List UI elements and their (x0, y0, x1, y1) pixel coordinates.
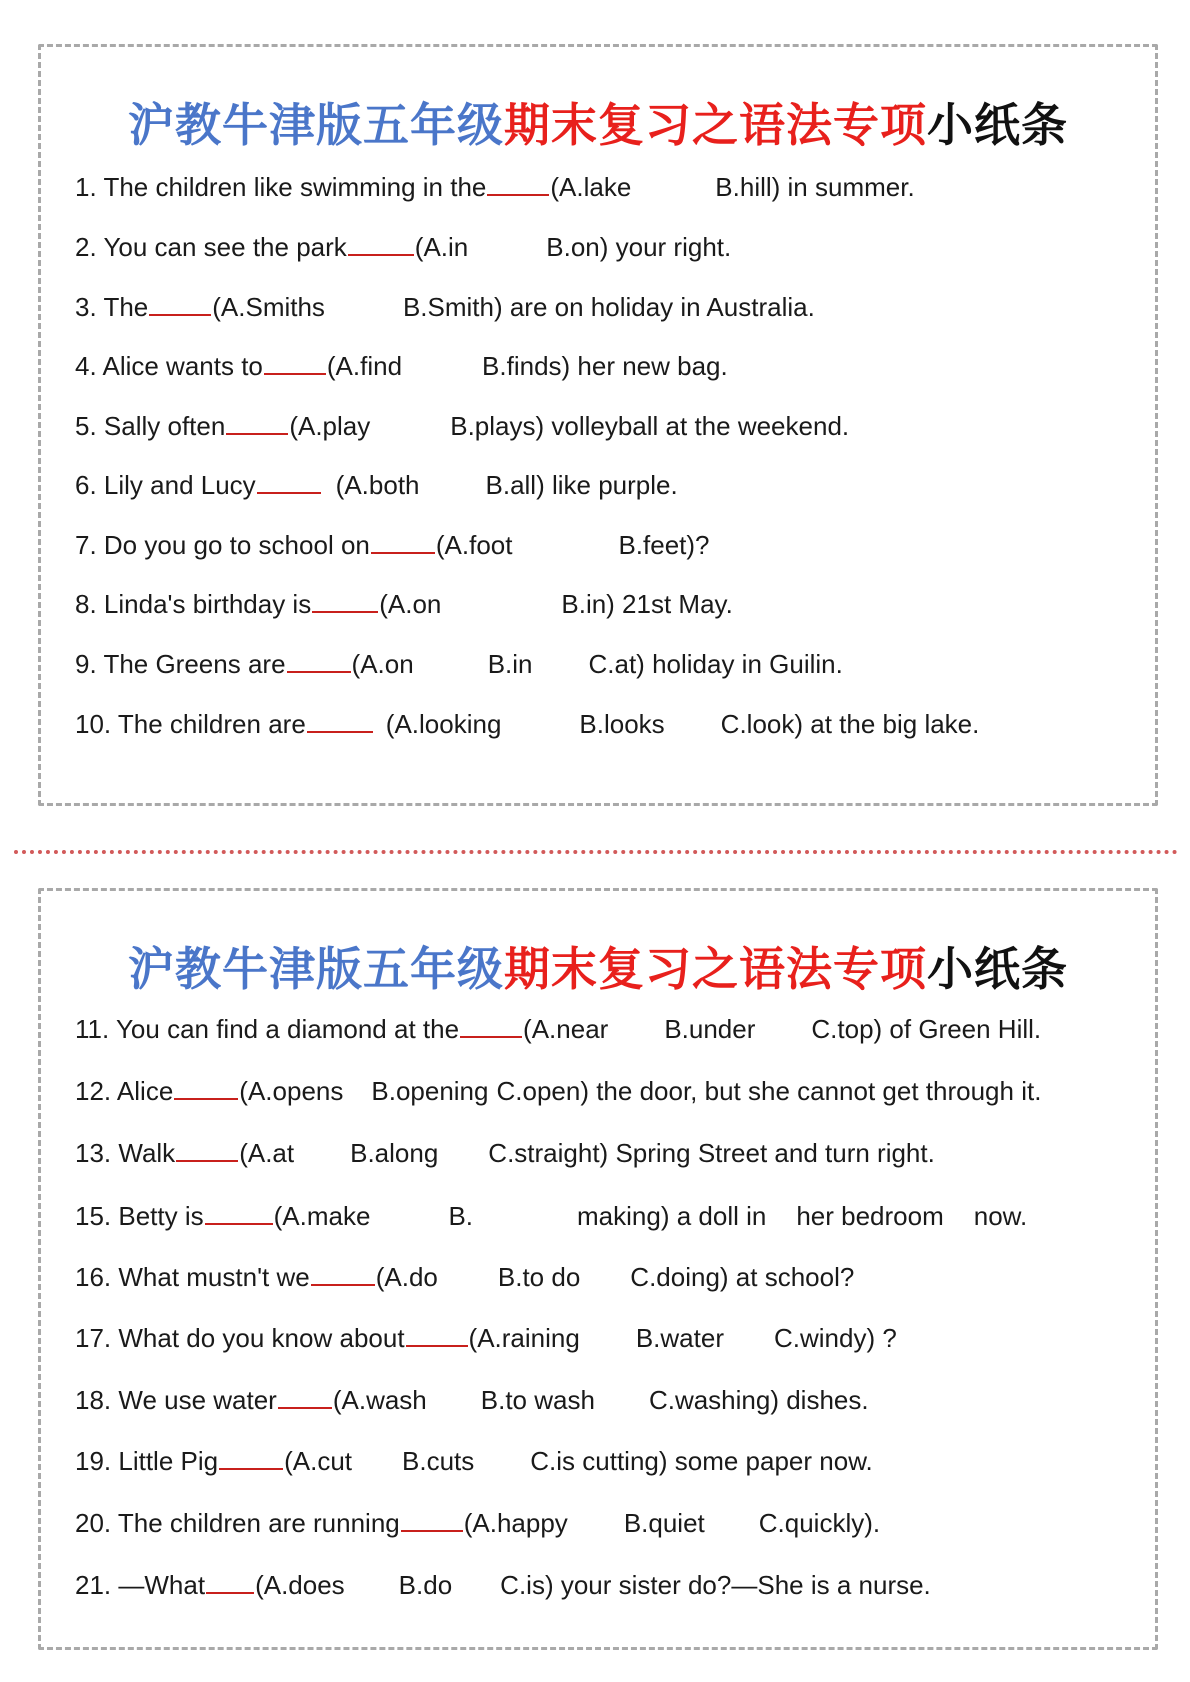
question-9 (75, 648, 843, 680)
answer-blank[interactable] (174, 1076, 238, 1100)
option-b: B.cuts (402, 1446, 475, 1476)
option-a: (A.looking (385, 709, 502, 739)
answer-blank[interactable] (406, 1323, 468, 1347)
question-10 (75, 708, 979, 740)
cut-line-separator (14, 850, 1178, 854)
option-a: (A.wash (332, 1385, 427, 1415)
option-a: (A.find (326, 351, 403, 381)
title-part-blue: 沪教牛津版五年级 (128, 98, 504, 152)
title-part-black: 小纸条 (927, 98, 1068, 152)
option-b: B.feet)? (618, 530, 710, 560)
question-7 (75, 529, 710, 561)
option-b: B.under (664, 1014, 756, 1044)
answer-blank[interactable] (401, 1508, 463, 1532)
question-21 (75, 1569, 931, 1601)
answer-blank[interactable] (205, 1201, 273, 1225)
question-stem: 9. The Greens are (75, 649, 286, 679)
answer-blank[interactable] (278, 1385, 332, 1409)
question-3 (75, 291, 815, 323)
question-stem: 5. Sally often (75, 411, 226, 441)
option-c: C.washing) dishes. (648, 1385, 869, 1415)
question-6 (75, 469, 678, 501)
answer-blank[interactable] (487, 172, 549, 196)
question-stem: 11. You can find a diamond at the (75, 1014, 460, 1044)
option-a: (A.cut (284, 1446, 353, 1476)
answer-blank[interactable] (257, 470, 321, 494)
option-a: (A.both (335, 470, 420, 500)
option-c: C.straight) Spring Street and turn right. (488, 1138, 935, 1168)
option-a: (A.make (273, 1201, 371, 1231)
question-20 (75, 1507, 880, 1539)
title-part-red: 期末复习之语法专项 (504, 98, 927, 152)
question-17 (75, 1322, 897, 1354)
option-a: (A.happy (463, 1508, 568, 1538)
option-a: (A.does (255, 1570, 345, 1600)
option-a: (A.play (289, 411, 371, 441)
option-b: B.in) 21st May. (561, 589, 733, 619)
question-8 (75, 588, 733, 620)
answer-blank[interactable] (176, 1138, 238, 1162)
question-stem: 7. Do you go to school on (75, 530, 370, 560)
option-a: (A.in (414, 232, 469, 262)
title-part-red: 期末复习之语法专项 (504, 942, 927, 996)
option-c: C.look) at the big lake. (720, 709, 980, 739)
answer-blank[interactable] (371, 530, 435, 554)
option-a: (A.near (523, 1014, 609, 1044)
answer-blank[interactable] (348, 232, 414, 256)
question-stem: 6. Lily and Lucy (75, 470, 256, 500)
option-a: (A.at (239, 1138, 295, 1168)
question-13 (75, 1137, 935, 1169)
option-b: B.do (398, 1570, 453, 1600)
option-a: (A.opens (239, 1076, 344, 1106)
option-c: C.top) of Green Hill. (811, 1014, 1042, 1044)
option-b: B. (448, 1201, 474, 1231)
question-stem: 2. You can see the park (75, 232, 347, 262)
question-19 (75, 1445, 873, 1477)
answer-blank[interactable] (264, 351, 326, 375)
question-stem: 18. We use water (75, 1385, 277, 1415)
option-b: B.to wash (480, 1385, 595, 1415)
option-b: B.all) like purple. (485, 470, 678, 500)
question-stem: 15. Betty is (75, 1201, 204, 1231)
question-stem: 1. The children like swimming in the (75, 172, 487, 202)
title-part-blue: 沪教牛津版五年级 (128, 942, 504, 996)
option-a: (A.do (375, 1262, 438, 1292)
answer-blank[interactable] (206, 1570, 254, 1594)
question-stem: 20. The children are running (75, 1508, 400, 1538)
answer-blank[interactable] (311, 1262, 375, 1286)
option-d: her bedroom (796, 1201, 944, 1231)
question-stem: 12. Alice (75, 1076, 174, 1106)
question-1 (75, 171, 915, 203)
option-b: B.quiet (623, 1508, 705, 1538)
option-c: C.at) holiday in Guilin. (588, 649, 843, 679)
option-a: (A.foot (435, 530, 513, 560)
option-a: (A.lake (550, 172, 632, 202)
question-2 (75, 231, 731, 263)
option-c: making) a doll in (577, 1201, 767, 1231)
question-16 (75, 1261, 854, 1293)
question-stem: 4. Alice wants to (75, 351, 263, 381)
question-5 (75, 410, 849, 442)
answer-blank[interactable] (460, 1014, 522, 1038)
answer-blank[interactable] (312, 589, 378, 613)
option-b: B.to do (497, 1262, 581, 1292)
question-11 (75, 1013, 1041, 1045)
option-b: B.hill) in summer. (715, 172, 915, 202)
answer-blank[interactable] (226, 411, 288, 435)
option-a: (A.Smiths (212, 292, 325, 322)
option-b: B.on) your right. (546, 232, 732, 262)
option-b: B.in (487, 649, 533, 679)
question-18 (75, 1384, 869, 1416)
option-c: C.windy) ? (773, 1323, 897, 1353)
question-15 (75, 1200, 1027, 1232)
option-e: now. (973, 1201, 1028, 1231)
question-stem: 13. Walk (75, 1138, 176, 1168)
answer-blank[interactable] (219, 1446, 283, 1470)
question-12 (75, 1075, 1041, 1107)
option-b: B.looks (579, 709, 665, 739)
worksheet-card-2 (38, 888, 1158, 1650)
option-b: B.Smith) are on holiday in Australia. (402, 292, 815, 322)
question-stem: 19. Little Pig (75, 1446, 219, 1476)
option-a: (A.raining (468, 1323, 580, 1353)
option-c: C.is cutting) some paper now. (530, 1446, 873, 1476)
question-stem: 3. The (75, 292, 149, 322)
answer-blank[interactable] (307, 709, 373, 733)
question-4 (75, 350, 728, 382)
question-stem: 16. What mustn't we (75, 1262, 310, 1292)
option-c: C.doing) at school? (630, 1262, 855, 1292)
answer-blank[interactable] (287, 649, 351, 673)
option-b: B.finds) her new bag. (482, 351, 728, 381)
option-c: C.quickly). (758, 1508, 881, 1538)
question-stem: 10. The children are (75, 709, 306, 739)
worksheet-title-1 (41, 89, 1155, 155)
option-b: B.plays) volleyball at the weekend. (450, 411, 850, 441)
answer-blank[interactable] (149, 292, 211, 316)
question-stem: 21. —What (75, 1570, 206, 1600)
option-a: (A.on (351, 649, 414, 679)
title-part-black: 小纸条 (927, 942, 1068, 996)
option-b: B.water (635, 1323, 724, 1353)
option-c: C.is) your sister do?—She is a nurse. (500, 1570, 931, 1600)
question-stem: 17. What do you know about (75, 1323, 405, 1353)
option-b: B.along (350, 1138, 439, 1168)
worksheet-card-1 (38, 44, 1158, 806)
option-a: (A.on (379, 589, 442, 619)
question-stem: 8. Linda's birthday is (75, 589, 312, 619)
option-b: B.opening (371, 1076, 489, 1106)
worksheet-title-2 (41, 933, 1155, 999)
option-c: C.open) the door, but she cannot get through it. (496, 1076, 1042, 1106)
